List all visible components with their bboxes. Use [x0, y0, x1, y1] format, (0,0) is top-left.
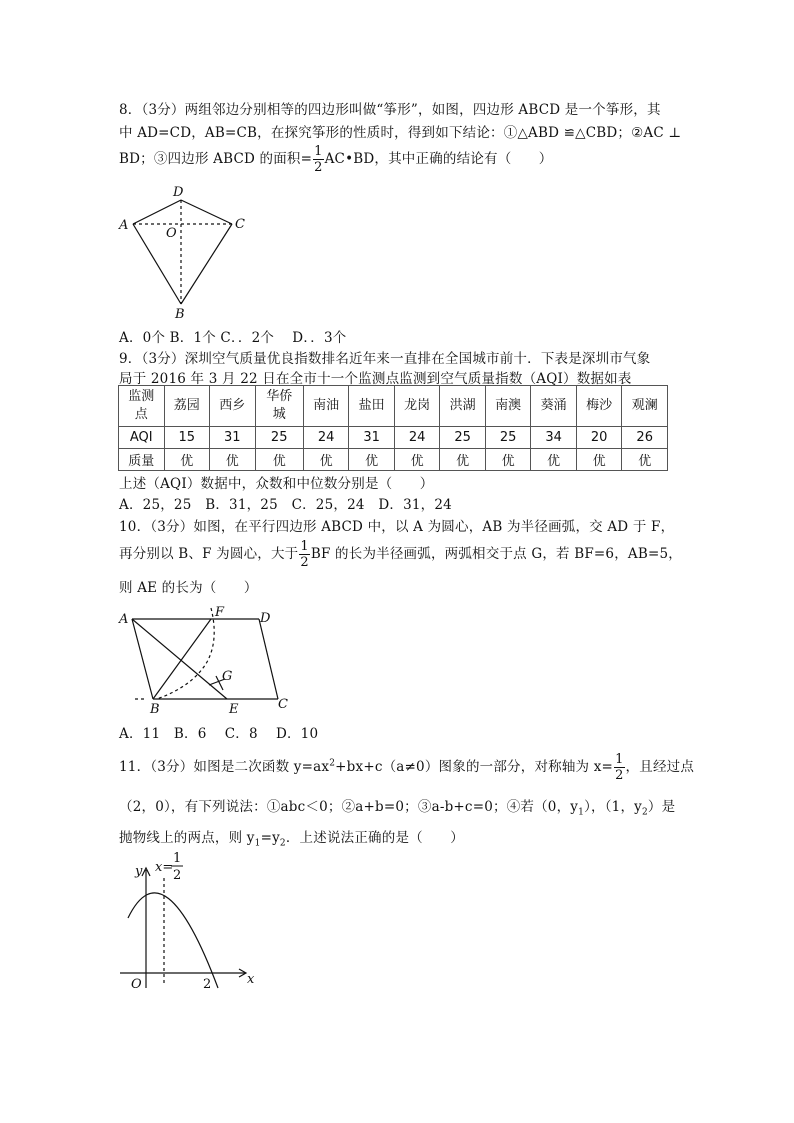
q9-question: 上述（AQI）数据中，众数和中位数分别是（ ）	[119, 476, 434, 492]
station-cell: 荔园	[164, 386, 210, 427]
q9-options: A．25，25 B．31，25 C．25，24 D．31，24	[119, 497, 452, 513]
parabola-label-y: y	[135, 864, 143, 879]
station-cell: 洪湖	[440, 386, 486, 427]
aqi-cell: 24	[303, 427, 349, 449]
parabola-label-two: 2	[203, 977, 212, 992]
q8-line-3	[119, 144, 553, 175]
quality-cell: 优	[440, 449, 486, 471]
aqi-cell: 34	[531, 427, 577, 449]
kite-figure	[115, 182, 255, 322]
quality-label-cell: 质量	[119, 449, 165, 471]
q10-line-2	[119, 539, 682, 570]
q8-options: A．0个 B．1个 C．．2个 D．．3个	[119, 330, 347, 346]
q11-fraction: $\frac{1}{2}$	[615, 752, 624, 783]
q10-fraction: $\frac{1}{2}$	[300, 539, 309, 570]
quality-cell: 优	[485, 449, 531, 471]
table-row-aqi	[119, 427, 668, 449]
aqi-label-cell: AQI	[119, 427, 165, 449]
para-label-d: D	[260, 611, 271, 626]
para-label-a: A	[119, 612, 129, 627]
q10-line-1: 10．（3分）如图，在平行四边形 ABCD 中，以 A 为圆心，AB 为半径画弧，交 AD 于 F，	[119, 519, 675, 535]
q8-line-1: 8．（3分）两组邻边分别相等的四边形叫做“筝形”，如图，四边形 ABCD 是一个筝形，其	[119, 102, 661, 118]
parabola-axis-den: 2	[173, 868, 182, 883]
q11-line-1: 11．（3分）如图是二次函数 $y=ax^2+bx+c(a\ne 0)$图象的一部分，对称轴为 x= $\frac{1}{2}$ ，且经过点	[119, 752, 695, 783]
para-label-g: G	[222, 669, 233, 684]
aqi-cell: 31	[210, 427, 256, 449]
q11-line-2: （2，0），有下列说法：①abc＜0；②a+b=0；③a-b+c=0；④若（0，$y_1$），（1，$y_2$）是	[119, 799, 676, 818]
q8-line-3-post: AC•BD，其中正确的结论有（ ）	[324, 151, 553, 167]
quality-cell: 优	[531, 449, 577, 471]
parallelogram-figure	[115, 600, 300, 718]
q9-line-1: 9．（3分）深圳空气质量优良指数排名近年来一直排在全国城市前十．下表是深圳市气象	[119, 351, 651, 367]
station-cell: 西乡	[210, 386, 256, 427]
kite-label-d: D	[173, 185, 184, 200]
station-cell: 龙岗	[394, 386, 440, 427]
aqi-cell: 25	[440, 427, 486, 449]
parabola-axis-num: 1	[173, 851, 182, 866]
q10-options: A．11 B．6 C．8 D．10	[119, 726, 319, 742]
kite-label-a: A	[119, 218, 129, 233]
q10-line-2-post: BF 的长为半径画弧，两弧相交于点 G，若 BF=6，AB=5，	[310, 546, 682, 562]
para-label-e: E	[229, 702, 239, 717]
q10-line-3: 则 AE 的长为（ ）	[119, 580, 258, 596]
parabola-axis-eq: x=	[155, 860, 174, 875]
q10-line-2-pre: 再分别以 B、F 为圆心，大于	[119, 546, 299, 562]
table-row-stations	[119, 386, 668, 427]
quality-cell: 优	[164, 449, 210, 471]
q9-line-2: 局于 2016 年 3 月 22 日在全市十一个监测点监测到空气质量指数（AQI）数据如表	[119, 371, 632, 387]
parabola-label-o: O	[131, 977, 142, 992]
q11-line-3: 抛物线上的两点，则 $y_1=y_2$．上述说法正确的是（ ）	[119, 830, 464, 849]
station-cell: 观澜	[622, 386, 668, 427]
quality-cell: 优	[622, 449, 668, 471]
quality-cell: 优	[394, 449, 440, 471]
aqi-cell: 24	[394, 427, 440, 449]
kite-label-o: O	[166, 226, 177, 241]
station-cell: 南澳	[485, 386, 531, 427]
parabola-label-x: x	[247, 972, 255, 987]
station-cell: 葵涌	[531, 386, 577, 427]
station-cell: 盐田	[349, 386, 395, 427]
aqi-cell: 26	[622, 427, 668, 449]
para-label-c: C	[278, 697, 288, 712]
table-header-cell: 监测 点	[119, 386, 165, 427]
q8-line-3-pre: BD；③四边形 ABCD 的面积=	[119, 151, 313, 167]
para-label-f: F	[215, 605, 225, 620]
kite-label-b: B	[175, 307, 185, 322]
aqi-cell: 31	[349, 427, 395, 449]
aqi-cell: 25	[485, 427, 531, 449]
quality-cell: 优	[210, 449, 256, 471]
parabola-figure	[115, 848, 260, 998]
station-cell: 华侨城	[255, 386, 303, 427]
aqi-cell: 25	[255, 427, 303, 449]
quality-cell: 优	[349, 449, 395, 471]
table-row-quality	[119, 449, 668, 471]
quality-cell: 优	[576, 449, 622, 471]
aqi-cell: 15	[164, 427, 210, 449]
station-cell: 梅沙	[576, 386, 622, 427]
quality-cell: 优	[303, 449, 349, 471]
para-label-b: B	[150, 702, 160, 717]
aqi-cell: 20	[576, 427, 622, 449]
station-cell: 南油	[303, 386, 349, 427]
q8-line-2: 中 AD=CD，AB=CB，在探究筝形的性质时，得到如下结论：①△ABD ≌△CBD；②AC ⊥	[119, 125, 682, 141]
quality-cell: 优	[255, 449, 303, 471]
kite-label-c: C	[235, 217, 245, 232]
q8-fraction: $\frac{1}{2}$	[314, 144, 323, 175]
aqi-table	[118, 385, 668, 471]
